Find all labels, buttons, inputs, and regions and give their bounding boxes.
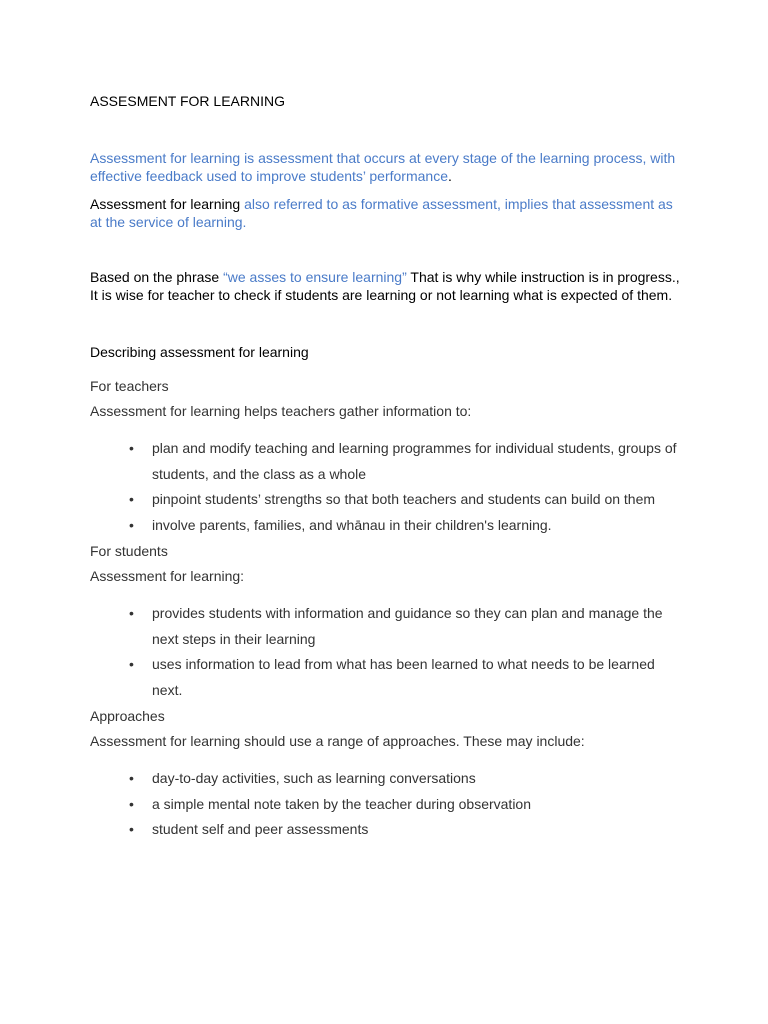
teachers-intro: Assessment for learning helps teachers gather information to: [90,403,472,419]
phrase-lead: Based on the phrase [90,269,224,285]
students-list [0,601,768,703]
teachers-list [0,436,768,538]
bullet-icon: • [129,516,134,533]
list-item: • day-to-day activities, such as learning conversations [0,766,682,792]
bullet-icon: • [129,770,134,786]
bullet-icon: • [129,605,134,621]
list-item: • plan and modify teaching and learning programmes for individual students, groups of students, and the class as a whole [0,436,682,487]
phrase-rest: That is why while instruction is in progress., It is wise for teacher to check if students are learning or not learning what is expected of them. [90,269,680,303]
phrase-quote: “we asses to ensure learning” [223,269,407,285]
intro-paragraph [90,149,680,185]
bullet-icon: • [129,440,134,456]
approaches-list [0,766,768,843]
bullet-icon: • [129,656,134,672]
list-item: • uses information to lead from what has been learned to what needs to be learned next. [0,652,682,703]
list-item: • a simple mental note taken by the teacher during observation [0,792,682,818]
formative-definition: also referred to as formative assessment, implies that assessment as at the service of learning. [90,196,673,230]
list-item: • involve parents, families, and whānau in their children's learning. [0,513,682,539]
approaches-intro: Assessment for learning should use a range of approaches. These may include: [90,733,585,749]
students-intro: Assessment for learning: [90,568,245,584]
approaches-heading: Approaches [90,708,165,724]
list-item: • provides students with information and guidance so they can plan and manage the next steps in their learning [0,601,682,652]
list-item: • student self and peer assessments [0,817,682,843]
list-item: • pinpoint students’ strengths so that both teachers and students can build on them [0,487,682,513]
phrase-paragraph [90,268,680,304]
document-title: ASSESMENT FOR LEARNING [90,93,286,109]
describing-heading: Describing assessment for learning [90,344,309,360]
bullet-icon: • [129,821,134,837]
bullet-icon: • [129,795,134,812]
formative-lead: Assessment for learning [90,196,245,212]
students-heading: For students [90,543,168,559]
intro-period: . [447,168,452,184]
formative-paragraph [90,195,680,231]
teachers-heading: For teachers [90,378,169,394]
bullet-icon: • [129,491,134,507]
intro-definition: Assessment for learning is assessment that occurs at every stage of the learning process, with effective feedback used to improve students’ performance [90,150,676,184]
